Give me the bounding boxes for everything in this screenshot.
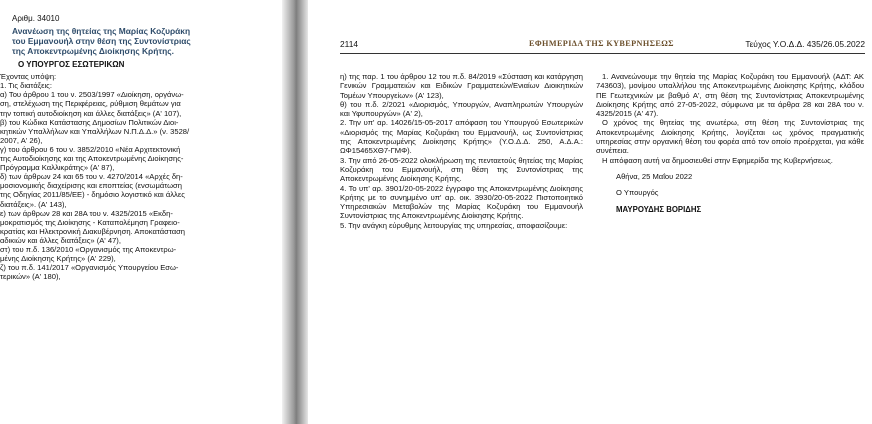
signature-block: [616, 172, 864, 214]
decision-number: Αριθμ. 34010: [12, 14, 60, 23]
text-line: 1. Τις διατάξεις:: [0, 81, 52, 91]
gazette-name: ΕΦΗΜΕΡΙΔΑ ΤΗΣ ΚΥΒΕΡΝΗΣΕΩΣ: [529, 39, 674, 48]
place-date: Αθήνα, 25 Μαΐου 2022: [616, 171, 693, 181]
text-column-left: [340, 72, 583, 230]
text-line: αδικιών και άλλες διατάξεις» (Α' 47),: [0, 235, 121, 245]
decision-title-line: του Εμμανουήλ στην θέση της Συντονίστριας: [12, 36, 191, 47]
left-page-text: [0, 14, 282, 281]
signatory-role: Ο Υπουργός: [616, 188, 659, 198]
decision-title-line: Ανανέωση της θητείας της Μαρίας Κοζυράκη: [12, 26, 191, 37]
text-line: κρατίας και Ηλεκτρονική Διακυβέρνηση. Αποκατάσταση: [0, 226, 186, 236]
page-number: 2114: [340, 39, 359, 49]
book-gutter: [282, 0, 308, 424]
decision-title-line: της Αποκεντρωμένης Διοίκησης Κρήτης.: [12, 46, 174, 57]
text-line: στ) του π.δ. 136/2010 «Οργανισμός της Αποκεντρω-: [0, 244, 177, 254]
paragraph: Η απόφαση αυτή να δημοσιευθεί στην Εφημερίδα της Κυβερνήσεως.: [602, 155, 833, 165]
text-line: την τοπική αυτοδιοίκηση και άλλες διατάξεις» (Α' 107),: [0, 108, 182, 118]
text-column-right: [596, 72, 864, 221]
text-line: ζ) του π.δ. 141/2017 «Οργανισμός Υπουργείου Εσω-: [0, 263, 179, 273]
text-line: 2007, Α' 26),: [0, 135, 43, 145]
paragraph: 1. Ανανεώνουμε την θητεία της Μαρίας Κοζυράκη του Εμμανουήλ (ΑΔΤ: ΑΚ 743603), μονίμου υπαλλήλου της Αποκεντρωμένης Διοίκησης Κρήτης, κλάδου ΠΕ Γεωτεχνικών με βαθμό Α', στη θέση της Συντονίστριας Αποκεντρωμένης Διοίκησης Κρήτης από 27-05-2022, σύμφωνα με τα άρθρα 28 και 28Α του ν. 4325/2015 (Α' 47).: [596, 72, 864, 119]
issue-reference: Τεύχος Υ.Ο.Δ.Δ. 435/26.05.2022: [745, 39, 865, 49]
text-line: α) Του άρθρου 1 του ν. 2503/1997 «Διοίκηση, οργάνω-: [0, 90, 184, 100]
paragraph: 5. Την ανάγκη εύρυθμης λειτουργίας της υπηρεσίας, αποφασίζουμε:: [340, 220, 568, 230]
text-line: δ) των άρθρων 24 και 65 του ν. 4270/2014 «Αρχές δη-: [0, 172, 183, 182]
text-line: διατάξεις». (Α' 143),: [0, 199, 67, 209]
text-line: της Αυτοδιοίκησης και της Αποκεντρωμένης Διοίκησης-: [0, 154, 184, 164]
text-line: τερικών» (Α' 180),: [0, 272, 61, 282]
paragraph: 3. Την από 26-05-2022 ολοκλήρωση της πενταετούς θητείας της Μαρίας Κοζυράκη του Εμμανουήλ, στη θέση της Συντονίστριας της Αποκεντρωμένης Διοίκησης Κρήτης.: [340, 155, 583, 184]
text-line: β) του Κώδικα Κατάστασης Δημοσίων Πολιτικών Διοι-: [0, 117, 179, 127]
text-line: ση, στελέχωση της Περιφέρειας, ρύθμιση θεμάτων για: [0, 99, 181, 109]
left-page: [0, 0, 282, 424]
right-page: [308, 0, 872, 424]
paragraph: 2. Την υπ' αρ. 14026/15-05-2017 απόφαση του Υπουργού Εσωτερικών «Διορισμός της Μαρίας Κοζυράκη του Εμμανουήλ, ως Συντονίστριας της Αποκεντρωμένης Διοίκησης Κρήτης» (Υ.Ο.Δ.Δ. 250, Α.Δ.Α.: ΩΦ15465ΧΘ7-ΓΜΦ).: [340, 118, 583, 156]
gazette-header: [340, 39, 865, 54]
paragraph: 4. Το υπ' αρ. 3901/20-05-2022 έγγραφο της Αποκεντρωμένης Διοίκησης Κρήτης με το συνημμένο υπ' αρ. οικ. 3930/20-05-2022 Πιστοποιητικό Υπηρεσιακών Μεταβολών της Μαρίας Κοζυράκη του Εμμανουήλ Συντονίστριας της Αποκεντρωμένης Διοίκησης Κρήτης.: [340, 183, 583, 221]
signatory-name: ΜΑΥΡΟΥΔΗΣ ΒΟΡΙΔΗΣ: [616, 204, 702, 214]
text-line: μοκρατισμός της Διοίκησης - Καταπολέμηση Γραφειο-: [0, 217, 180, 227]
text-line: γ) του άρθρου 6 του ν. 3852/2010 «Νέα Αρχιτεκτονική: [0, 144, 181, 154]
text-line: μοσιονομικής διαχείρισης και εποπτείας (ενσωμάτωση: [0, 181, 182, 191]
text-line: μένης Διοίκησης Κρήτης» (Α' 229),: [0, 254, 116, 264]
paragraph: η) της παρ. 1 του άρθρου 12 του π.δ. 84/2019 «Σύσταση και κατάργηση Γενικών Γραμματειών και Ειδικών Γραμματειών/Ενιαίων Διοικητικών Τομέων Υπουργείων» (Α' 123),: [340, 72, 583, 100]
paragraph: θ) του π.δ. 2/2021 «Διορισμός, Υπουργών, Αναπληρωτών Υπουργών και Υφυπουργών» (Α' 2),: [340, 99, 583, 119]
text-line: της Οδηγίας 2011/85/ΕΕ) - δημόσιο λογιστικό και άλλες: [0, 190, 185, 200]
text-line: Έχοντας υπόψη:: [0, 72, 57, 82]
paragraph: Ο χρόνος της θητείας της ανωτέρω, στη θέση της Συντονίστριας της Αποκεντρωμένης Διοίκησης Κρήτης, λογίζεται ως χρόνος πραγματικής υπηρεσίας στην οργανική θέση του φορέα από τον οποίο προέρχεται, για κάθε συνέπεια.: [596, 118, 864, 156]
text-line: Πρόγραμμα Καλλικράτης» (Α' 87),: [0, 163, 115, 173]
text-line: κητικών Υπαλλήλων και Υπαλλήλων Ν.Π.Δ.Δ.» (ν. 3528/: [0, 126, 190, 136]
minister-heading: Ο ΥΠΟΥΡΓΟΣ ΕΣΩΤΕΡΙΚΩΝ: [18, 60, 125, 70]
text-line: ε) των άρθρων 28 και 28Α του ν. 4325/2015 «Εκδη-: [0, 208, 173, 218]
